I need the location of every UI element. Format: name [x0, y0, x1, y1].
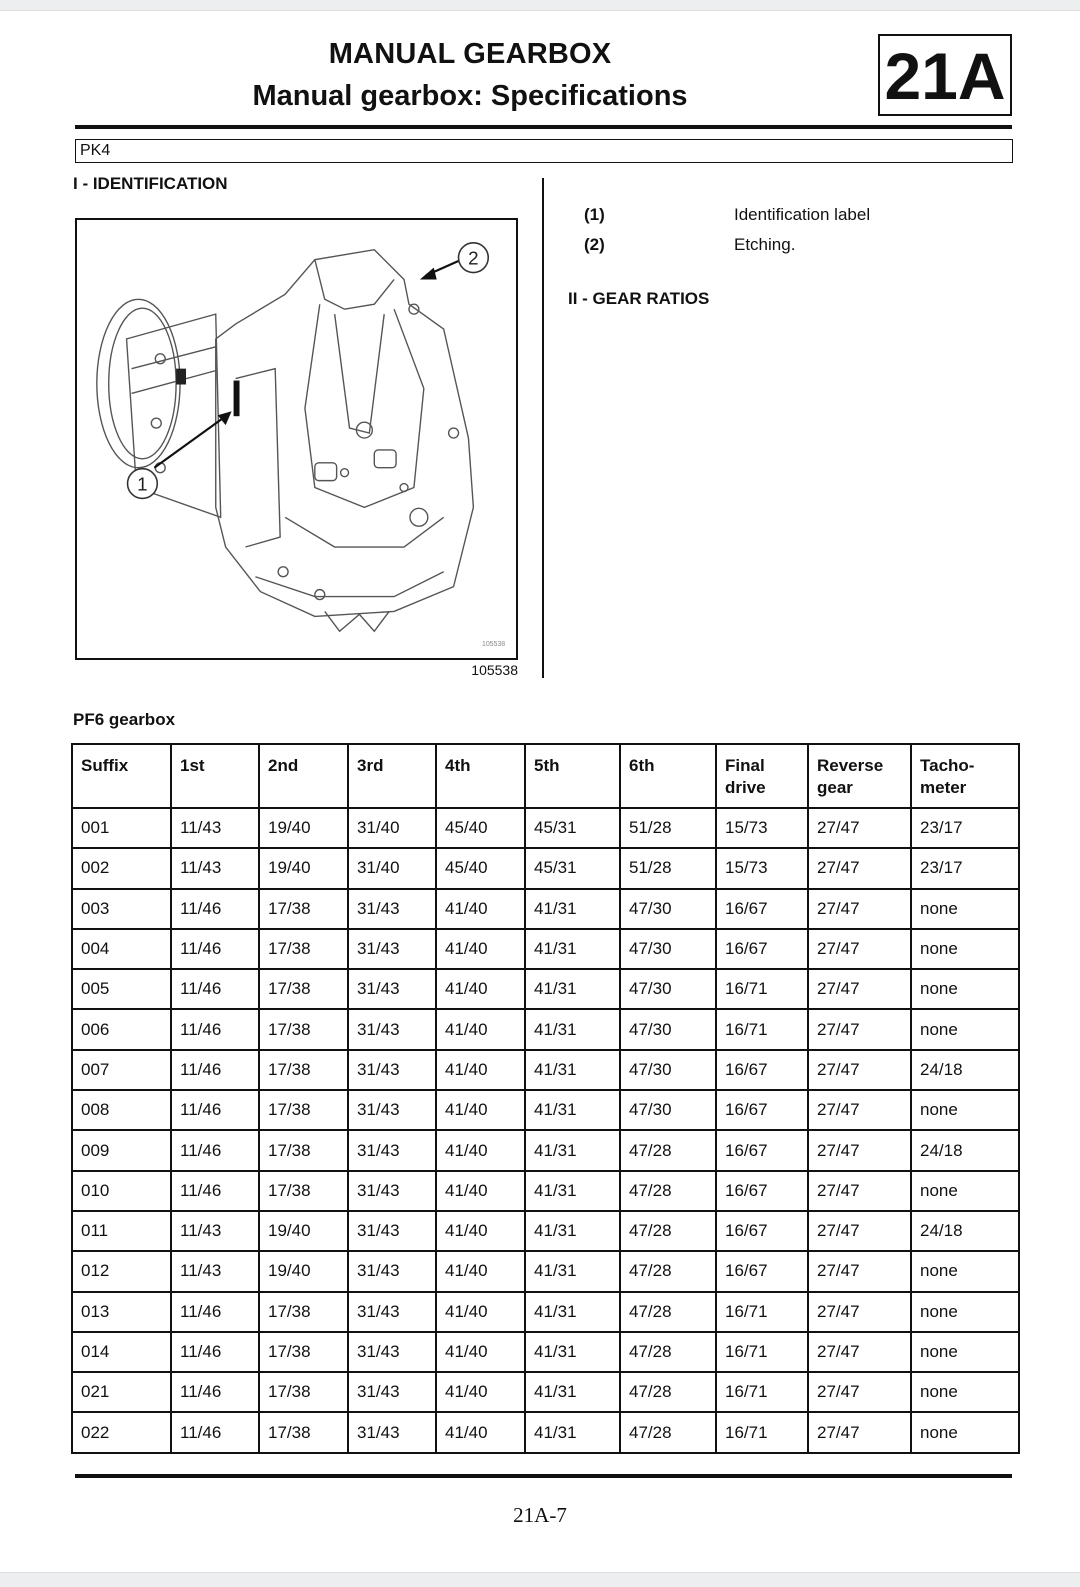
suffix-cell: 004 — [72, 929, 171, 969]
ratio-cell: 16/67 — [716, 1211, 808, 1251]
ratio-cell: 16/71 — [716, 1292, 808, 1332]
ratio-cell: 16/71 — [716, 1332, 808, 1372]
column-header-line: Reverse — [817, 756, 884, 775]
column-header — [716, 744, 808, 808]
ratio-cell: 27/47 — [808, 1130, 911, 1170]
ratio-cell: 17/38 — [259, 1090, 348, 1130]
ratio-cell: 17/38 — [259, 929, 348, 969]
ratio-cell: 45/40 — [436, 808, 525, 848]
ratio-cell: 17/38 — [259, 969, 348, 1009]
ratio-cell: 27/47 — [808, 1009, 911, 1049]
ratio-cell: 27/47 — [808, 1412, 911, 1452]
figure-caption: 105538 — [471, 662, 518, 678]
gear-ratios-heading: II - GEAR RATIOS — [568, 289, 710, 308]
ratio-cell: 41/31 — [525, 1009, 620, 1049]
ratio-cell: 31/43 — [348, 969, 436, 1009]
ratio-cell: 19/40 — [259, 848, 348, 888]
column-header — [72, 744, 171, 808]
gearbox-figure — [75, 218, 518, 660]
ratio-cell: 27/47 — [808, 1171, 911, 1211]
table-row — [72, 929, 1019, 969]
ratio-cell: 27/47 — [808, 1251, 911, 1291]
viewer-top-bar — [0, 0, 1080, 11]
legend-item — [584, 200, 870, 230]
ratio-cell: 45/31 — [525, 848, 620, 888]
table-row — [72, 1332, 1019, 1372]
model-bar: PK4 — [75, 139, 1013, 163]
column-header-line: meter — [920, 778, 967, 797]
column-header — [525, 744, 620, 808]
ratio-cell: 11/46 — [171, 929, 259, 969]
ratio-cell: 17/38 — [259, 1130, 348, 1170]
ratio-cell: 41/31 — [525, 1090, 620, 1130]
table-row — [72, 848, 1019, 888]
legend-text: Identification label — [734, 205, 871, 224]
ratio-cell: 41/31 — [525, 1292, 620, 1332]
page-title: MANUAL GEARBOX — [328, 38, 612, 70]
column-header — [620, 744, 716, 808]
ratio-cell: 16/67 — [716, 1090, 808, 1130]
figure-legend — [584, 200, 870, 260]
suffix-cell: 002 — [72, 848, 171, 888]
ratio-cell: 41/40 — [436, 1372, 525, 1412]
ratio-cell: 47/28 — [620, 1412, 716, 1452]
ratio-cell: 16/71 — [716, 1009, 808, 1049]
ratio-cell: 47/30 — [620, 969, 716, 1009]
ratio-cell: 16/67 — [716, 1130, 808, 1170]
ratio-cell: 27/47 — [808, 848, 911, 888]
ratio-cell: 11/43 — [171, 848, 259, 888]
table-title: PF6 gearbox — [73, 710, 176, 729]
suffix-cell: 012 — [72, 1251, 171, 1291]
ratio-cell: 41/40 — [436, 1292, 525, 1332]
ratio-cell: 27/47 — [808, 969, 911, 1009]
column-header — [348, 744, 436, 808]
ratio-cell: 31/43 — [348, 1050, 436, 1090]
table-row — [72, 1090, 1019, 1130]
table-row — [72, 1050, 1019, 1090]
ratio-cell: 11/46 — [171, 1009, 259, 1049]
column-header-line: Final — [725, 756, 765, 775]
identification-heading: I - IDENTIFICATION — [73, 174, 228, 193]
ratio-cell: 24/18 — [911, 1211, 1019, 1251]
viewer-bottom-bar — [0, 1572, 1080, 1587]
ratio-cell: 16/67 — [716, 889, 808, 929]
ratio-cell: 11/43 — [171, 1251, 259, 1291]
ratio-cell: 41/40 — [436, 1050, 525, 1090]
ratio-cell: 41/31 — [525, 1171, 620, 1211]
ratio-cell: 16/67 — [716, 1050, 808, 1090]
ratio-cell: 41/31 — [525, 1332, 620, 1372]
ratio-cell: 47/30 — [620, 889, 716, 929]
ratio-cell: none — [911, 1412, 1019, 1452]
ratio-cell: 41/40 — [436, 929, 525, 969]
ratio-cell: 31/43 — [348, 1372, 436, 1412]
ratio-cell: 17/38 — [259, 1412, 348, 1452]
ratio-cell: 19/40 — [259, 1211, 348, 1251]
ratio-cell: 11/46 — [171, 1171, 259, 1211]
suffix-cell: 011 — [72, 1211, 171, 1251]
ratio-cell: 17/38 — [259, 1372, 348, 1412]
column-header-line: gear — [817, 778, 853, 797]
ratio-cell: 17/38 — [259, 889, 348, 929]
ratio-cell: none — [911, 1372, 1019, 1412]
ratio-cell: 23/17 — [911, 808, 1019, 848]
ratio-cell: 17/38 — [259, 1171, 348, 1211]
ratio-cell: 31/40 — [348, 848, 436, 888]
ratio-cell: 41/31 — [525, 1130, 620, 1170]
column-header-line: drive — [725, 778, 766, 797]
suffix-cell: 008 — [72, 1090, 171, 1130]
ratio-cell: 27/47 — [808, 1372, 911, 1412]
ratio-cell: 41/31 — [525, 1251, 620, 1291]
ratio-cell: none — [911, 1332, 1019, 1372]
ratio-cell: 41/40 — [436, 1171, 525, 1211]
ratio-cell: 41/40 — [436, 889, 525, 929]
ratio-cell: 27/47 — [808, 808, 911, 848]
suffix-cell: 010 — [72, 1171, 171, 1211]
ratio-cell: 31/43 — [348, 1171, 436, 1211]
ratio-cell: 51/28 — [620, 808, 716, 848]
column-header — [911, 744, 1019, 808]
gearbox-illustration — [77, 220, 516, 658]
page-subtitle: Manual gearbox: Specifications — [252, 80, 688, 112]
gear-ratios-table — [71, 743, 1020, 1454]
suffix-cell: 014 — [72, 1332, 171, 1372]
ratio-cell: none — [911, 969, 1019, 1009]
table-row — [72, 969, 1019, 1009]
ratio-cell: none — [911, 1009, 1019, 1049]
ratio-cell: 31/43 — [348, 889, 436, 929]
ratio-cell: 45/40 — [436, 848, 525, 888]
suffix-cell: 009 — [72, 1130, 171, 1170]
ratio-cell: 47/30 — [620, 1009, 716, 1049]
table-row — [72, 1130, 1019, 1170]
ratio-cell: 11/46 — [171, 1412, 259, 1452]
legend-text: Etching. — [734, 235, 796, 254]
ratio-cell: none — [911, 889, 1019, 929]
ratio-cell: 11/46 — [171, 1372, 259, 1412]
ratio-cell: 41/31 — [525, 1050, 620, 1090]
column-header — [171, 744, 259, 808]
ratio-cell: 41/40 — [436, 1211, 525, 1251]
ratio-cell: none — [911, 929, 1019, 969]
table-row — [72, 889, 1019, 929]
ratio-cell: none — [911, 1171, 1019, 1211]
ratio-cell: 31/40 — [348, 808, 436, 848]
column-header — [808, 744, 911, 808]
table-row — [72, 808, 1019, 848]
ratio-cell: 24/18 — [911, 1050, 1019, 1090]
ratio-cell: 27/47 — [808, 889, 911, 929]
ratio-cell: 27/47 — [808, 1090, 911, 1130]
callout-2-text: 2 — [468, 247, 479, 269]
ratio-cell: 11/46 — [171, 969, 259, 1009]
ratio-cell: 19/40 — [259, 1251, 348, 1291]
ratio-cell: 41/31 — [525, 1412, 620, 1452]
ratio-cell: 11/46 — [171, 1090, 259, 1130]
suffix-cell: 021 — [72, 1372, 171, 1412]
ratio-cell: 16/67 — [716, 929, 808, 969]
legend-number: (2) — [584, 235, 605, 254]
ratio-cell: 41/40 — [436, 1412, 525, 1452]
ratio-cell: 16/71 — [716, 1412, 808, 1452]
ratio-cell: 31/43 — [348, 1090, 436, 1130]
ratio-cell: 41/40 — [436, 1332, 525, 1372]
ratio-cell: none — [911, 1251, 1019, 1291]
ratio-cell: 16/71 — [716, 969, 808, 1009]
ratio-cell: 41/40 — [436, 969, 525, 1009]
ratio-cell: 17/38 — [259, 1009, 348, 1049]
legend-number: (1) — [584, 205, 605, 224]
ratio-cell: 16/71 — [716, 1372, 808, 1412]
ratio-cell: 31/43 — [348, 1211, 436, 1251]
ratio-cell: none — [911, 1292, 1019, 1332]
ratio-cell: 15/73 — [716, 808, 808, 848]
column-header-line: 5th — [534, 756, 560, 775]
column-header-line: 6th — [629, 756, 655, 775]
column-header-line: 2nd — [268, 756, 299, 775]
ratio-cell: 47/28 — [620, 1251, 716, 1291]
suffix-cell: 003 — [72, 889, 171, 929]
ratio-cell: 27/47 — [808, 929, 911, 969]
ratio-cell: 31/43 — [348, 1292, 436, 1332]
ratio-cell: none — [911, 1090, 1019, 1130]
suffix-cell: 001 — [72, 808, 171, 848]
suffix-cell: 005 — [72, 969, 171, 1009]
ratio-cell: 47/30 — [620, 1050, 716, 1090]
ratio-cell: 31/43 — [348, 1251, 436, 1291]
ratio-cell: 41/40 — [436, 1090, 525, 1130]
table-row — [72, 1009, 1019, 1049]
legend-item — [584, 230, 870, 260]
suffix-cell: 007 — [72, 1050, 171, 1090]
ratio-cell: 16/67 — [716, 1171, 808, 1211]
table-body — [72, 808, 1019, 1453]
ratio-cell: 17/38 — [259, 1332, 348, 1372]
ratio-cell: 11/43 — [171, 808, 259, 848]
ratio-cell: 41/40 — [436, 1251, 525, 1291]
callout-1-text: 1 — [137, 473, 148, 495]
column-header-line: 3rd — [357, 756, 384, 775]
ratio-cell: 47/28 — [620, 1332, 716, 1372]
ratio-cell: 27/47 — [808, 1332, 911, 1372]
ratio-cell: 31/43 — [348, 1130, 436, 1170]
ratio-cell: 16/67 — [716, 1251, 808, 1291]
ratio-cell: 47/28 — [620, 1130, 716, 1170]
table-row — [72, 1292, 1019, 1332]
ratio-cell: 41/40 — [436, 1009, 525, 1049]
ratio-cell: 27/47 — [808, 1292, 911, 1332]
ratio-cell: 11/46 — [171, 1130, 259, 1170]
ratio-cell: 11/46 — [171, 1292, 259, 1332]
ratio-cell: 41/40 — [436, 1130, 525, 1170]
ratio-cell: 11/46 — [171, 1050, 259, 1090]
ratio-cell: 47/28 — [620, 1171, 716, 1211]
ratio-cell: 23/17 — [911, 848, 1019, 888]
ratio-cell: 15/73 — [716, 848, 808, 888]
suffix-cell: 006 — [72, 1009, 171, 1049]
ratio-cell: 41/31 — [525, 889, 620, 929]
ratio-cell: 41/31 — [525, 969, 620, 1009]
column-header-line: 4th — [445, 756, 471, 775]
page-number: 21A-7 — [513, 1503, 567, 1527]
section-code-badge: 21A — [878, 34, 1012, 116]
header-rule — [75, 125, 1012, 129]
table-row — [72, 1372, 1019, 1412]
ratio-cell: 41/31 — [525, 1372, 620, 1412]
table-row — [72, 1251, 1019, 1291]
column-header — [436, 744, 525, 808]
identification-label-mark — [234, 381, 240, 417]
table-header-row — [72, 744, 1019, 808]
ratio-cell: 51/28 — [620, 848, 716, 888]
ratio-cell: 17/38 — [259, 1292, 348, 1332]
ratio-cell: 11/43 — [171, 1211, 259, 1251]
ratio-cell: 11/46 — [171, 1332, 259, 1372]
column-divider — [542, 178, 544, 678]
footer-rule — [75, 1474, 1012, 1478]
table-row — [72, 1171, 1019, 1211]
ratio-cell: 31/43 — [348, 929, 436, 969]
table-row — [72, 1412, 1019, 1452]
suffix-cell: 022 — [72, 1412, 171, 1452]
figure-inner-ref: 105538 — [481, 641, 506, 649]
column-header-line: 1st — [180, 756, 205, 775]
ratio-cell: 47/28 — [620, 1292, 716, 1332]
column-header-line: Suffix — [81, 756, 129, 775]
ratio-cell: 19/40 — [259, 808, 348, 848]
suffix-cell: 013 — [72, 1292, 171, 1332]
ratio-cell: 47/28 — [620, 1211, 716, 1251]
ratio-cell: 17/38 — [259, 1050, 348, 1090]
column-header-line: Tacho- — [920, 756, 975, 775]
ratio-cell: 31/43 — [348, 1332, 436, 1372]
ratio-cell: 31/43 — [348, 1412, 436, 1452]
ratio-cell: 27/47 — [808, 1050, 911, 1090]
ratio-cell: 47/30 — [620, 929, 716, 969]
table-row — [72, 1211, 1019, 1251]
ratio-cell: 41/31 — [525, 1211, 620, 1251]
ratio-cell: 24/18 — [911, 1130, 1019, 1170]
column-header — [259, 744, 348, 808]
ratio-cell: 11/46 — [171, 889, 259, 929]
ratio-cell: 45/31 — [525, 808, 620, 848]
ratio-cell: 27/47 — [808, 1211, 911, 1251]
ratio-cell: 47/30 — [620, 1090, 716, 1130]
ratio-cell: 31/43 — [348, 1009, 436, 1049]
ratio-cell: 41/31 — [525, 929, 620, 969]
ratio-cell: 47/28 — [620, 1372, 716, 1412]
